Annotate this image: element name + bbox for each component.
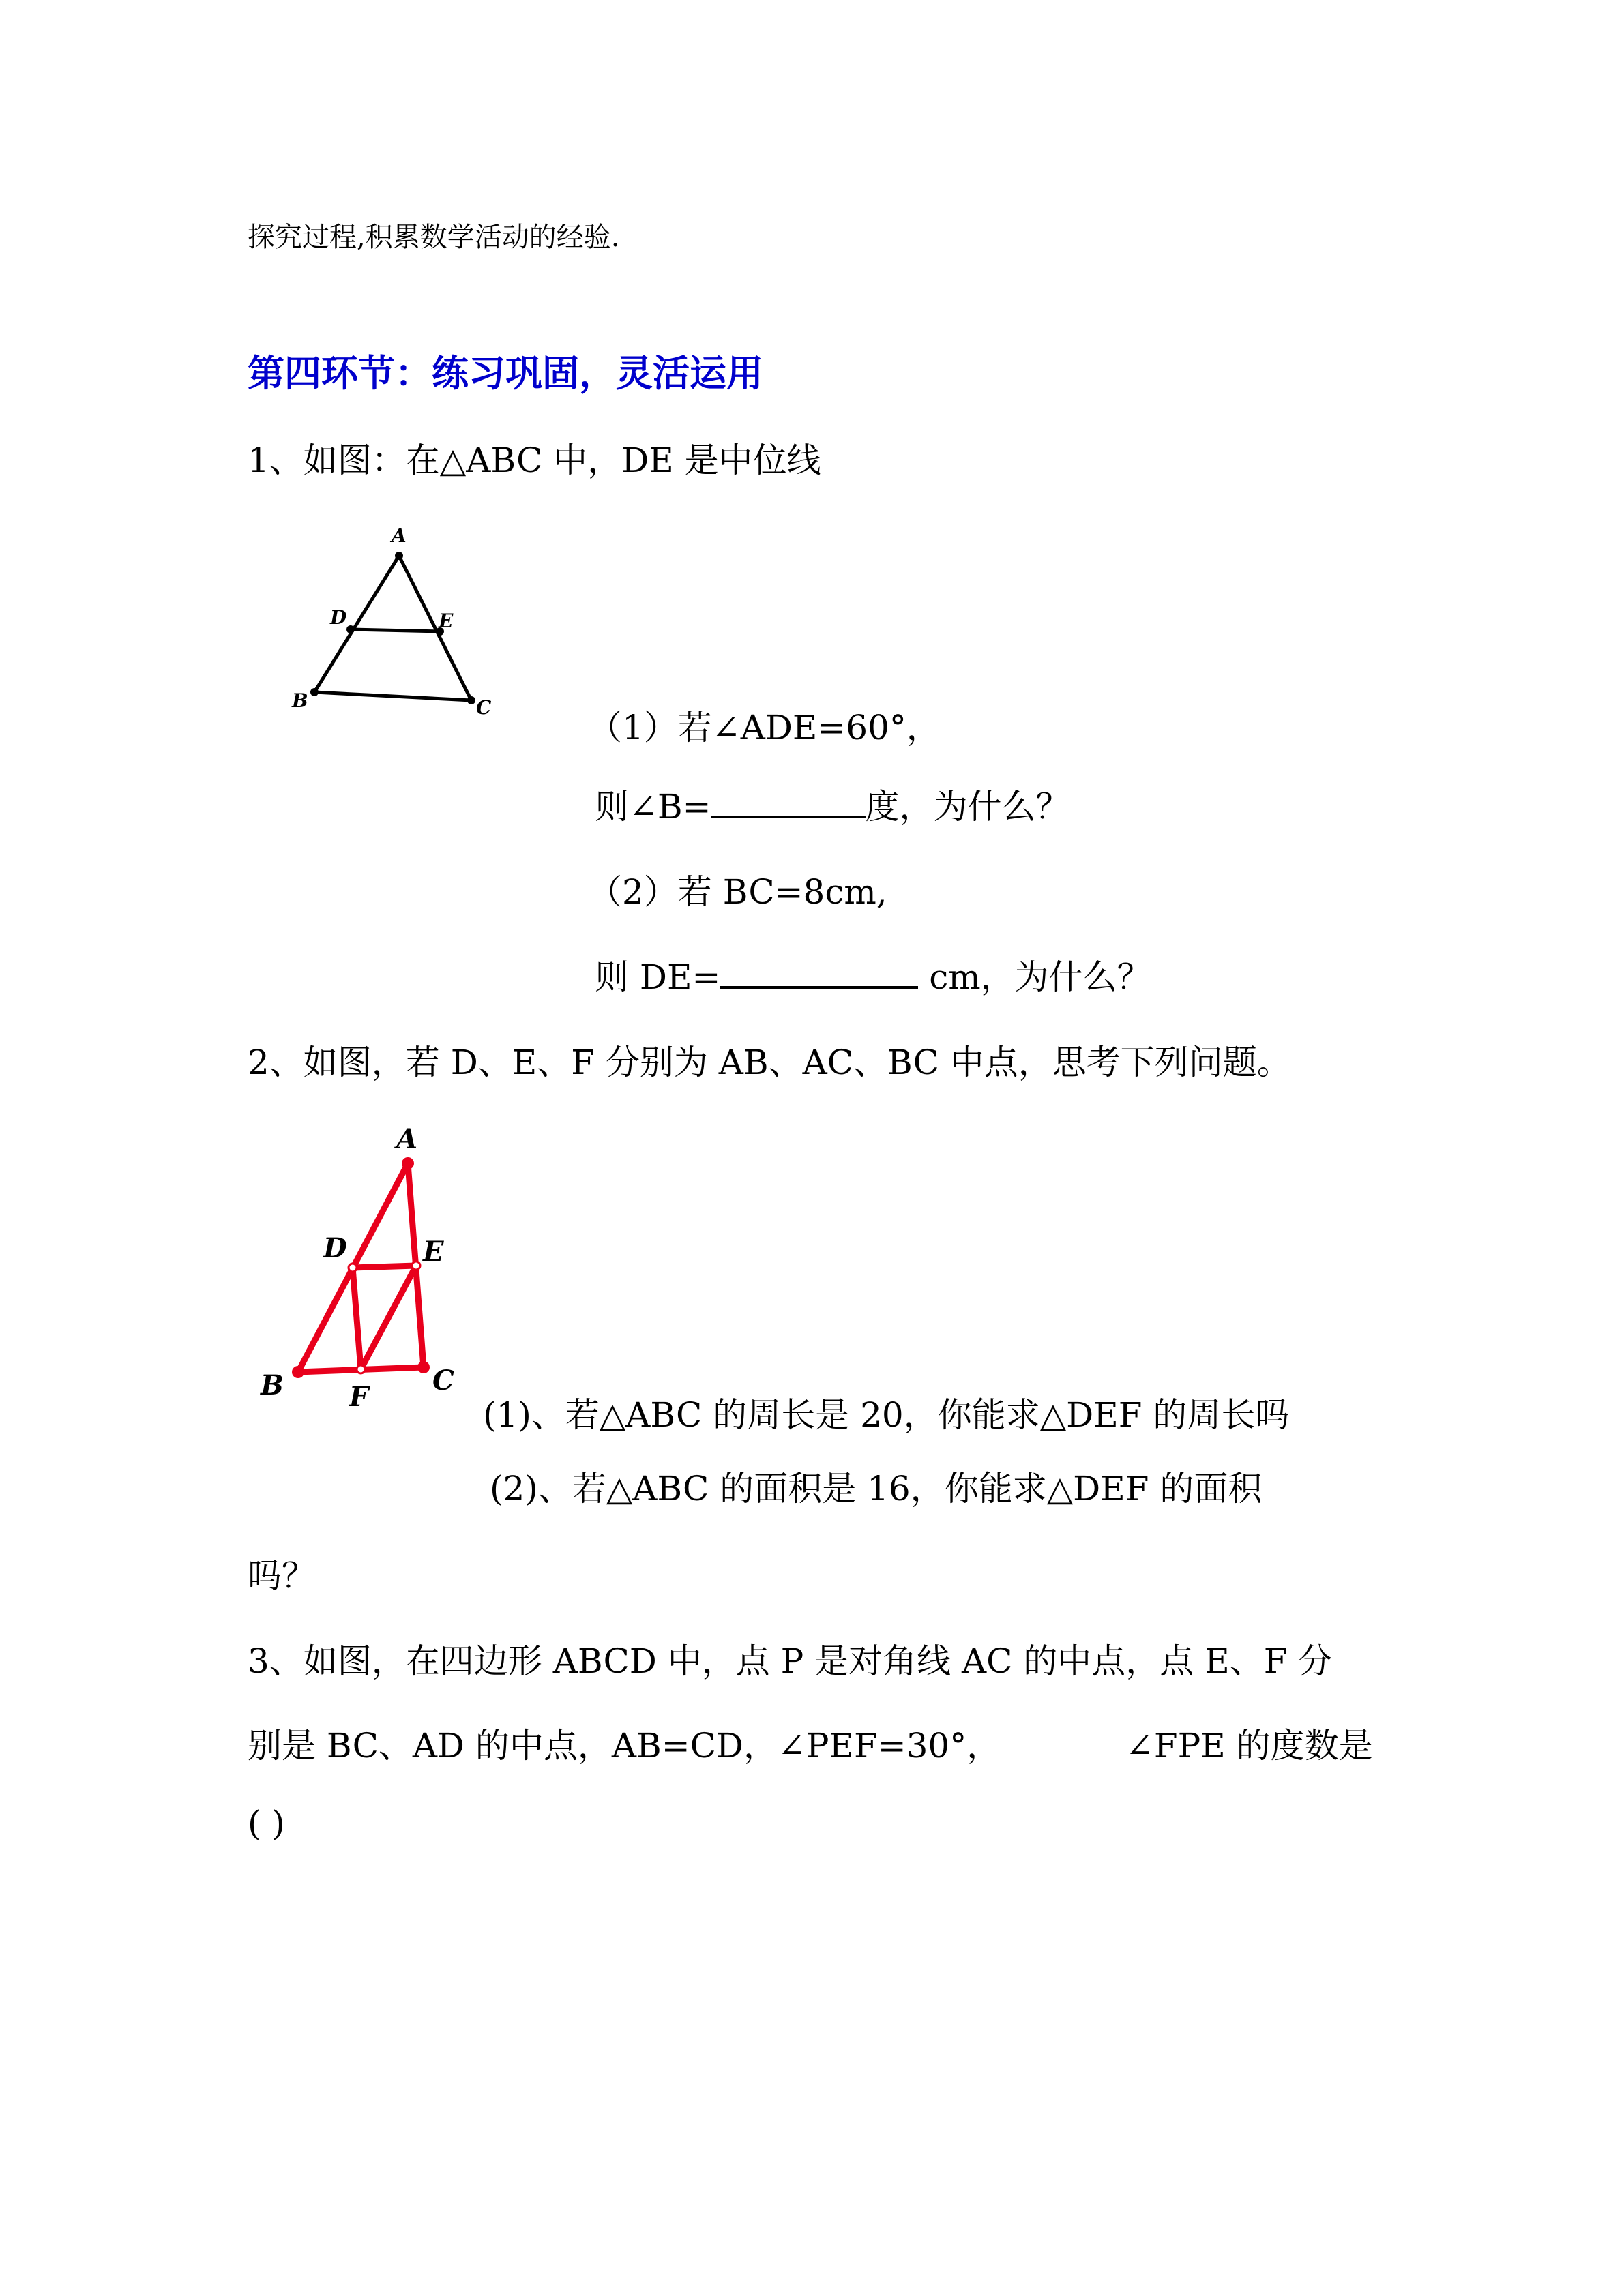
q1-part1-condition: （1）若∠ADE=60°， [588, 708, 941, 747]
q2-label-d: D [323, 1232, 347, 1264]
section-title: 第四环节：练习巩固，灵活运用 [248, 352, 763, 395]
q1-label-d: D [330, 606, 347, 629]
q2-part2: (2)、若△ABC 的面积是 16，你能求△DEF 的面积 [490, 1469, 1263, 1508]
q3-line1: 3、如图，在四边形 ABCD 中，点 P 是对角线 AC 的中点，点 E、F 分 [248, 1641, 1333, 1681]
q1-part2-condition: （2）若 BC=8cm, [588, 872, 887, 912]
q1-part2-suffix: cm，为什么？ [918, 957, 1151, 997]
q3-line2a: 别是 BC、AD 的中点，AB=CD，∠PEF=30°， [248, 1726, 1001, 1765]
q1-label-e: E [439, 610, 454, 632]
q2-part1: (1)、若△ABC 的周长是 20，你能求△DEF 的周长吗 [483, 1395, 1290, 1435]
q2-label-b: B [261, 1369, 284, 1401]
q1-label-b: B [292, 689, 308, 712]
q1-label-c: C [476, 696, 492, 719]
q2-stem: 2、如图，若 D、E、F 分别为 AB、AC、BC 中点，思考下列问题。 [248, 1043, 1291, 1082]
q2-part2-continued: 吗？ [248, 1556, 316, 1596]
q2-label-f: F [349, 1381, 369, 1413]
q2-label-c: C [432, 1365, 454, 1397]
q2-label-e: E [423, 1236, 444, 1268]
intro-text: 探究过程,积累数学活动的经验. [248, 222, 620, 253]
q1-part1-prefix: 则∠B= [595, 787, 711, 826]
q1-label-a: A [392, 524, 407, 547]
q1-part1-suffix: 度，为什么？ [865, 787, 1070, 826]
q1-part2-prefix: 则 DE= [595, 957, 721, 997]
q3-line2b: ∠FPE 的度数是 [1125, 1726, 1373, 1765]
q3-answer-parentheses[interactable]: ( ) [248, 1804, 285, 1843]
q2-label-a: A [396, 1123, 418, 1155]
q1-stem: 1、如图：在△ABC 中，DE 是中位线 [248, 441, 821, 480]
